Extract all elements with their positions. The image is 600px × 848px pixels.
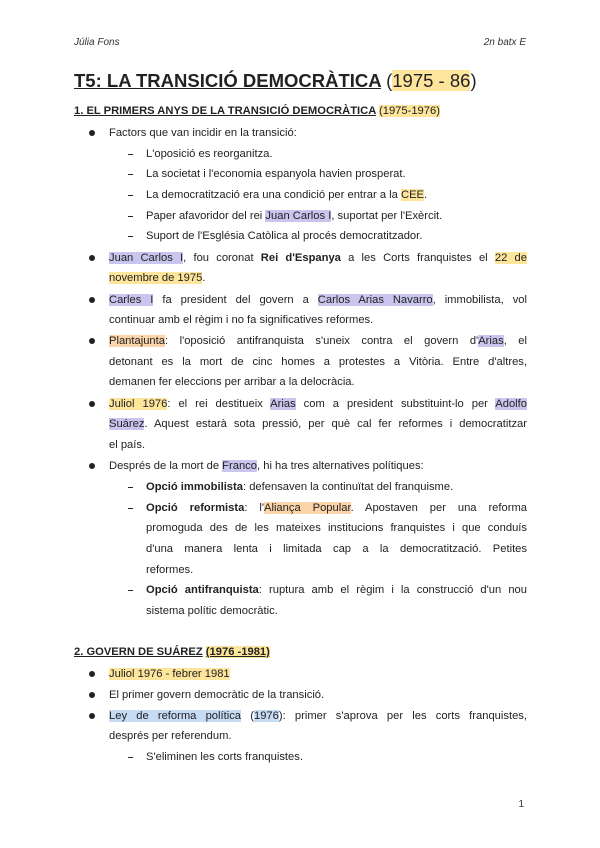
- section-1-heading: 1. EL PRIMERS ANYS DE LA TRANSICIÓ DEMOCRÀTICA (1975-1976): [74, 105, 440, 117]
- dash-icon: [128, 216, 133, 217]
- list-item-continued: promoguda des de les mateixes institucions franquistes i que conduís: [146, 522, 527, 534]
- list-item-continued: d'una manera lenta i limitada cap a la democratització. Petites: [146, 543, 527, 555]
- section-1-years: (1975-1976): [379, 105, 440, 117]
- list-item-continued: detonant es la mort de cinc homes a protestes a Vitòria. Entre d'altres,: [109, 356, 527, 368]
- list-item: Després de la mort de Franco, hi ha tres alternatives polítiques:: [109, 460, 424, 472]
- list-item-continued: reformes.: [146, 564, 194, 576]
- bullet-icon: [89, 463, 95, 469]
- dash-icon: [128, 757, 133, 758]
- list-item-continued: demanen fer eleccions per arribar a la delocràcia.: [109, 376, 355, 388]
- title-years: 1975 - 86: [392, 70, 471, 91]
- list-item: Opció antifranquista: ruptura amb el règim i la construcció d'un nou: [146, 584, 527, 596]
- list-item-continued: després per referendum.: [109, 730, 232, 742]
- bullet-icon: [89, 338, 95, 344]
- dash-icon: [128, 236, 133, 237]
- bullet-icon: [89, 692, 95, 698]
- class-label: 2n batx E: [483, 37, 526, 48]
- author-name: Júlia Fons: [74, 37, 120, 48]
- list-item: El primer govern democràtic de la transició.: [109, 689, 325, 701]
- list-item: S'eliminen les corts franquistes.: [146, 751, 303, 763]
- bullet-icon: [89, 255, 95, 261]
- dash-icon: [128, 487, 133, 488]
- dash-icon: [128, 195, 133, 196]
- list-item-continued: continuar amb el règim i no fa significatives reformes.: [109, 314, 374, 326]
- list-item-continued: novembre de 1975.: [109, 272, 206, 284]
- list-item: Opció reformista: l'Aliança Popular. Apostaven per una reforma: [146, 502, 527, 514]
- list-item: Juan Carlos I, fou coronat Rei d'Espanya a les Corts franquistes el 22 de: [109, 252, 527, 264]
- list-item: Ley de reforma política (1976): primer s'aprova per les corts franquistes,: [109, 710, 527, 722]
- list-item: Plantajunta: l'oposició antifranquista s'uneix contra el govern d'Arias, el: [109, 335, 527, 347]
- list-item: Suport de l'Església Catòlica al procés democratitzador.: [146, 230, 423, 242]
- list-item: La societat i l'economia espanyola havien prosperat.: [146, 168, 406, 180]
- list-item: Juliol 1976: el rei destitueix Arias com a president substituint-lo per Adolfo: [109, 398, 527, 410]
- list-item-continued: sistema polític democràtic.: [146, 605, 278, 617]
- section-2-heading: 2. GOVERN DE SUÁREZ (1976 -1981): [74, 646, 270, 658]
- list-item-continued: Suárez. Aquest estarà sota pressió, per què cal fer reformes i democratitzar: [109, 418, 527, 430]
- list-item: Carles I fa president del govern a Carlos Arias Navarro, immobilista, vol: [109, 294, 527, 306]
- list-item: L'oposició es reorganitza.: [146, 148, 273, 160]
- page-title: T5: LA TRANSICIÓ DEMOCRÀTICA (1975 - 86): [74, 70, 477, 91]
- list-item: Factors que van incidir en la transició:: [109, 127, 297, 139]
- list-item: Juliol 1976 - febrer 1981: [109, 668, 230, 680]
- dash-icon: [128, 154, 133, 155]
- section-2-years: (1976 -1981): [205, 646, 270, 658]
- dash-icon: [128, 590, 133, 591]
- bullet-icon: [89, 401, 95, 407]
- bullet-icon: [89, 130, 95, 136]
- bullet-icon: [89, 297, 95, 303]
- list-item: La democratització era una condició per entrar a la CEE.: [146, 189, 428, 201]
- dash-icon: [128, 508, 133, 509]
- list-item: Opció immobilista: defensaven la continuïtat del franquisme.: [146, 481, 454, 493]
- bullet-icon: [89, 671, 95, 677]
- bullet-icon: [89, 713, 95, 719]
- list-item: Paper afavoridor del rei Juan Carlos I, suportat per l'Exèrcit.: [146, 210, 443, 222]
- page-number: 1: [518, 799, 524, 810]
- dash-icon: [128, 174, 133, 175]
- list-item-continued: el país.: [109, 439, 146, 451]
